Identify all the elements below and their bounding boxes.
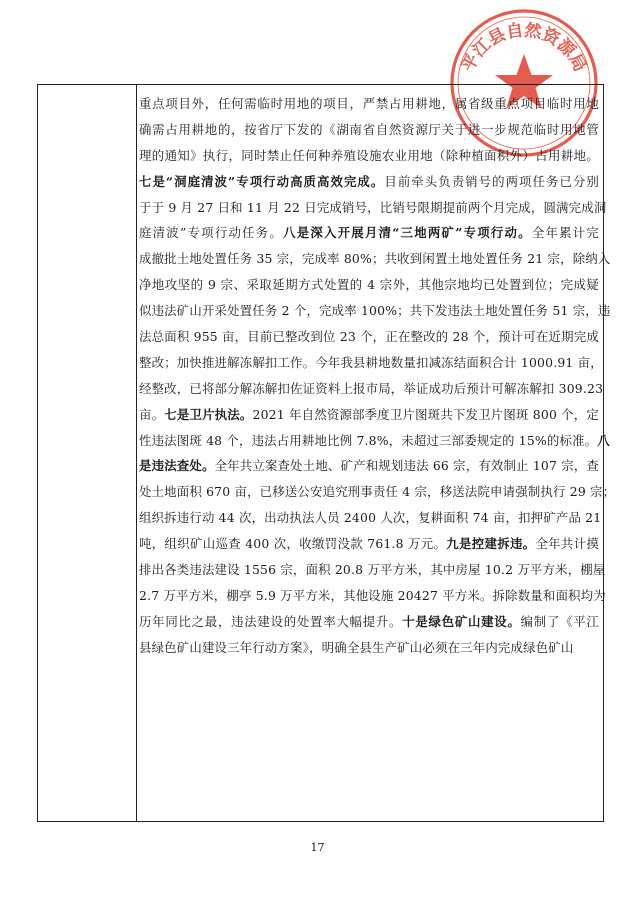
text-run: 理的通知》执行，同时禁止任何种养殖设施农业用地（除种植面积外）占用耕地。 bbox=[139, 147, 599, 163]
bold-heading-run: 是违法查处。 bbox=[139, 458, 215, 474]
text-line bbox=[139, 453, 599, 479]
text-line bbox=[139, 428, 610, 454]
text-run: 历年同比之最，违法建设的处置率大幅提升。 bbox=[139, 613, 403, 629]
text-run: 于于 9 月 27 日和 11 月 22 日完成销号，比销号限期提前两个月完成，圆满完成洞 bbox=[139, 199, 607, 215]
text-line bbox=[139, 350, 603, 376]
text-line bbox=[139, 402, 599, 428]
text-run: 2021 年自然资源部季度卫片图斑共下发卫片图斑 800 个，定 bbox=[252, 406, 599, 422]
text-line bbox=[139, 583, 606, 609]
text-run: 确需占用耕地的，按省厅下发的《湖南省自然资源厅关于进一步规范临时用地管 bbox=[139, 121, 599, 137]
text-run: 2.7 万平方米，棚亭 5.9 万平方米，其他设施 20427 平方米。拆除数量和面积均为 bbox=[139, 587, 606, 603]
text-run: 经整改，已将部分解冻解扣佐证资料上报市局，举证成功后预计可解冻解扣 309.23 bbox=[139, 380, 604, 396]
bold-heading-run: 九是控建拆违。 bbox=[446, 536, 536, 552]
text-line bbox=[139, 246, 611, 272]
bold-heading-run: 八 bbox=[597, 432, 610, 448]
text-line bbox=[139, 609, 599, 635]
text-run: 成撤批土地处置任务 35 宗，完成率 80%；共收到闲置土地处置任务 21 宗，除纳入 bbox=[139, 251, 611, 267]
text-line bbox=[139, 117, 599, 143]
text-run: 全年共立案查处土地、矿产和规划违法 66 宗，有效制止 107 宗，查 bbox=[214, 458, 600, 474]
column-divider bbox=[136, 85, 137, 821]
text-line bbox=[139, 479, 616, 505]
seal-text: 平江县自然资源局 bbox=[458, 20, 590, 76]
text-run: 净地攻坚的 9 宗、采取延期方式处置的 4 宗外，其他宗地均已处置到位；完成疑 bbox=[139, 277, 599, 293]
text-line bbox=[139, 557, 606, 583]
text-run: 组织拆违行动 44 次，出动执法人员 2400 人次，复耕面积 74 亩，扣押矿产品 21 bbox=[139, 510, 602, 526]
text-line bbox=[139, 220, 599, 246]
page-number: 17 bbox=[310, 841, 325, 854]
text-run: 重点项目外，任何需临时用地的项目，严禁占用耕地，属省级重点项目临时用地 bbox=[139, 96, 599, 111]
text-line bbox=[139, 169, 599, 195]
text-run: 处土地面积 670 亩，已移送公安追究刑事责任 4 宗，移送法院申请强制执行 29 宗； bbox=[139, 484, 616, 500]
text-run: 县绿色矿山建设三年行动方案》，明确全县生产矿山必须在三年内完成绿色矿山 bbox=[139, 639, 574, 655]
text-run: 目前牵头负责销号的两项任务已分别 bbox=[384, 173, 599, 189]
text-run: 吨，组织矿山巡查 400 次，收缴罚没款 761.8 万元。 bbox=[139, 536, 447, 552]
text-run: 全年累计完 bbox=[531, 225, 600, 241]
text-line bbox=[139, 376, 604, 402]
text-run: 排出各类违法建设 1556 宗，面积 20.8 万平方米，其中房屋 10.2 万平方米，棚屋 bbox=[139, 562, 606, 578]
text-line bbox=[139, 298, 611, 324]
bold-heading-run: 八是深入开展月清“三地两矿”专项行动。 bbox=[283, 225, 532, 241]
content-table bbox=[37, 84, 616, 822]
text-run: 编制了《平江 bbox=[520, 613, 600, 629]
text-run: 庭清波”专项行动任务。 bbox=[139, 225, 284, 241]
text-run: 性违法图斑 48 个，违法占用耕地比例 7.8%，未超过三部委规定的 15%的标准。 bbox=[139, 432, 598, 448]
text-line bbox=[139, 143, 599, 169]
text-line bbox=[139, 91, 599, 117]
bold-heading-run: 七是“洞庭清波”专项行动高质高效完成。 bbox=[139, 173, 385, 189]
text-run: 法总面积 955 亩，目前已整改到位 23 个，正在整改的 28 个，预计可在近期完成 bbox=[139, 329, 599, 345]
text-run: 整改；加快推进解冻解扣工作。今年我县耕地数量扣减冻结面积合计 1000.91 亩， bbox=[139, 354, 603, 370]
text-line bbox=[139, 505, 602, 531]
text-line bbox=[139, 324, 599, 350]
bold-heading-run: 七是卫片执法。 bbox=[164, 406, 253, 422]
text-run: 亩。 bbox=[139, 406, 165, 422]
content-cell bbox=[139, 91, 616, 661]
bold-heading-run: 十是绿色矿山建设。 bbox=[402, 613, 521, 629]
text-line bbox=[139, 195, 607, 221]
text-run: 似违法矿山开采处置任务 2 个，完成率 100%；共下发违法土地处置任务 51 宗，违 bbox=[139, 303, 611, 319]
text-run: 全年共计摸 bbox=[535, 536, 599, 552]
text-line bbox=[139, 635, 599, 661]
text-line bbox=[139, 272, 599, 298]
text-line bbox=[139, 531, 599, 557]
